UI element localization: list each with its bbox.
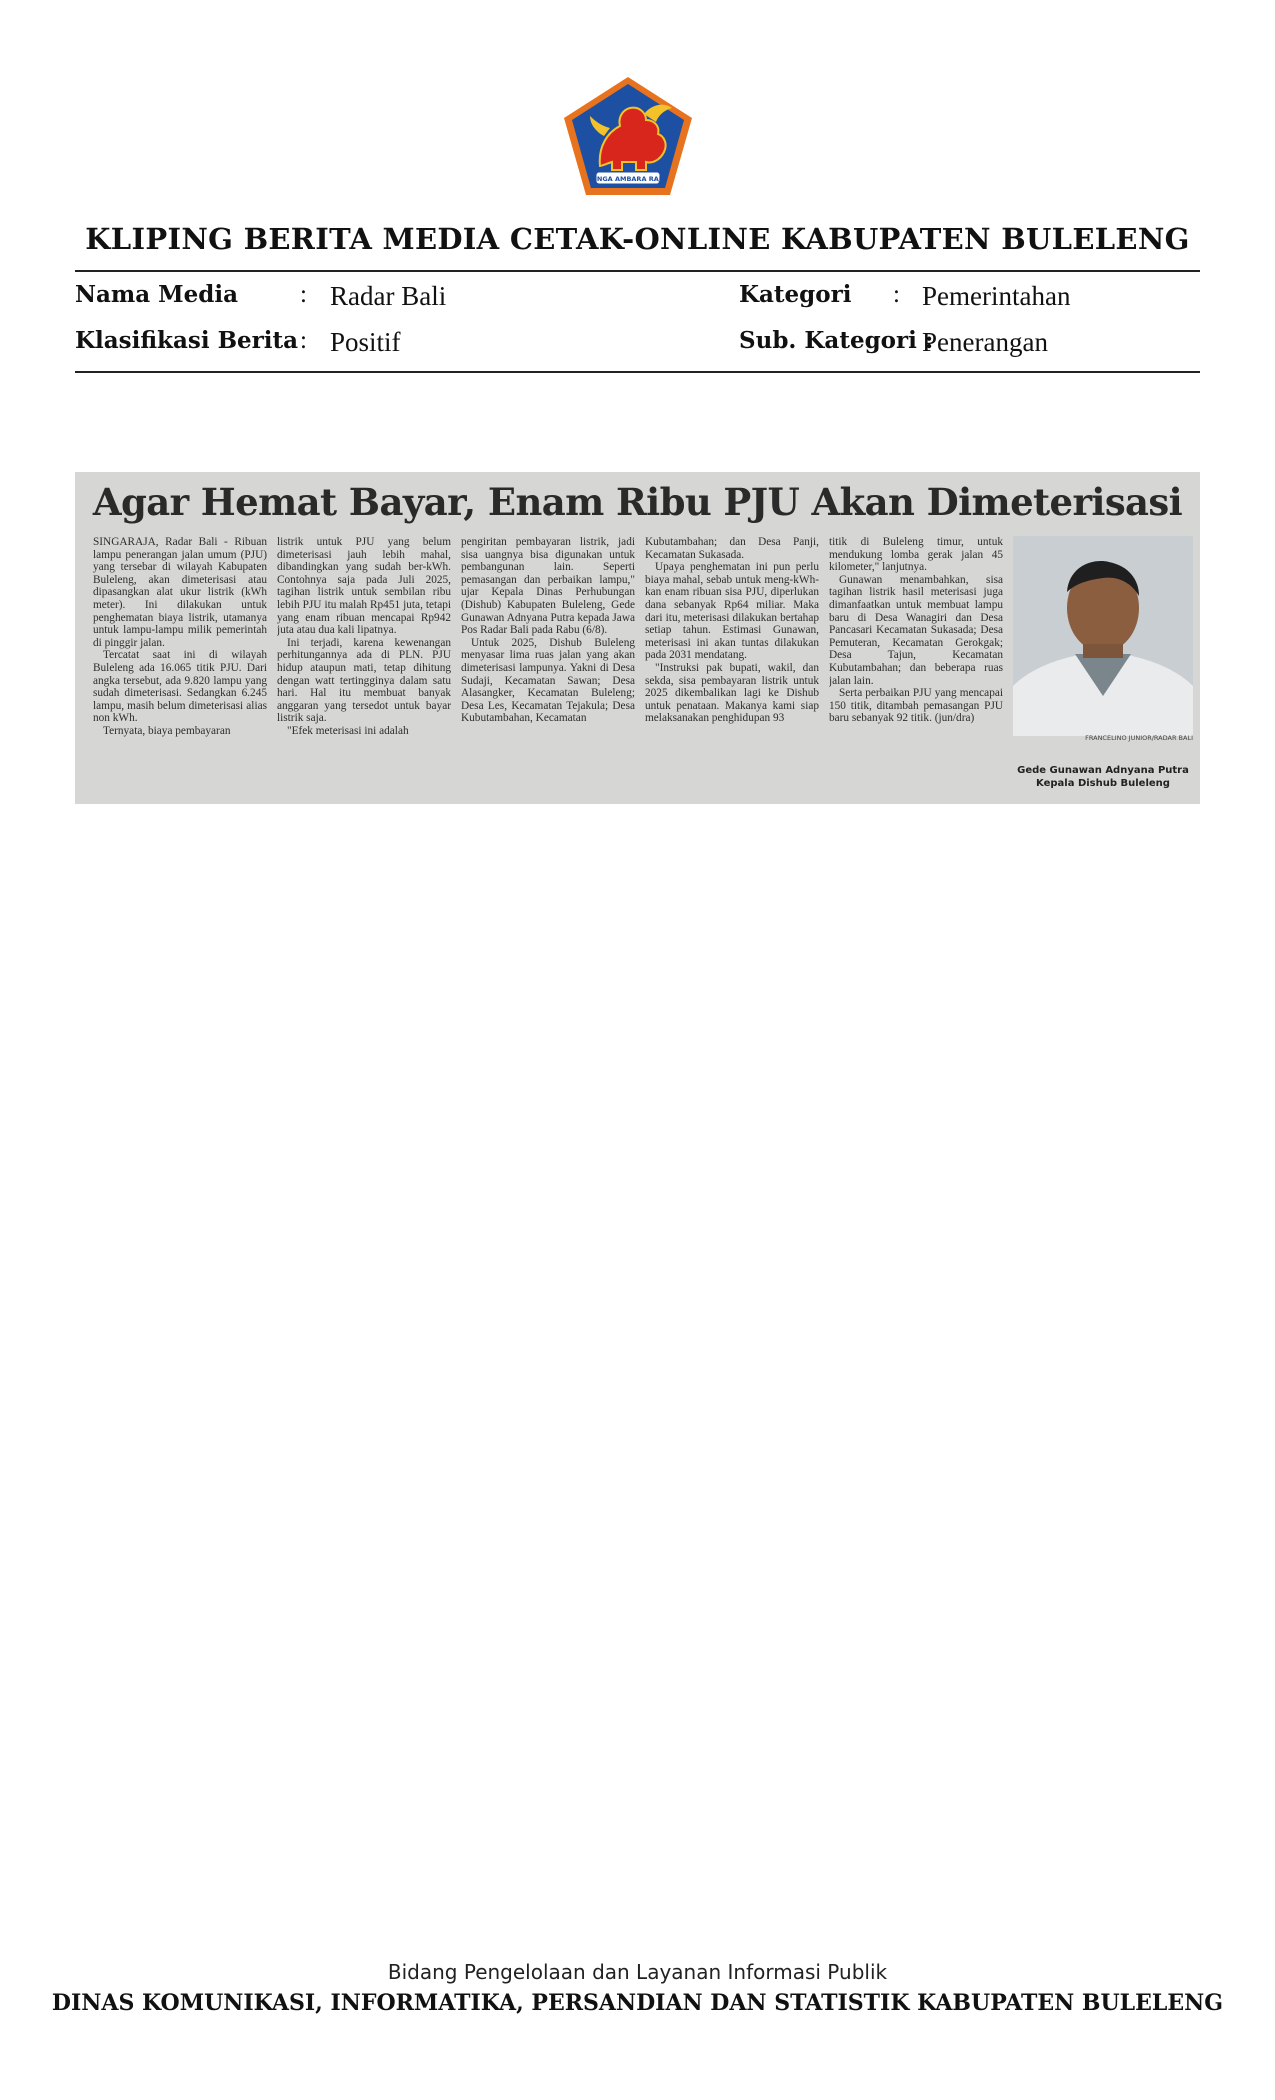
article-paragraph: Serta perbaikan PJU yang mencapai 150 titik, ditambah pemasangan PJU baru sebanyak 92 titik. (jun/dra) — [829, 687, 1003, 725]
klasifikasi-colon: : — [300, 327, 307, 354]
caption-title: Kepala Dishub Buleleng — [1036, 778, 1170, 789]
article-paragraph: listrik untuk PJU yang belum dimeterisasi jauh lebih mahal, dibandingkan yang sudah ber-kWh. Contohnya saja pada Juli 2025, tagihan listrik untuk sembilan ribu lebih PJU itu malah Rp451 juta, tetapi yang enam ribuan mencapai Rp942 juta atau dua kali lipatnya. — [277, 536, 451, 637]
kategori-label: Kategori — [739, 281, 852, 308]
sub-kategori-value: Penerangan — [922, 327, 1048, 357]
article-paragraph: Kubutambahan; dan Desa Panji, Kecamatan Sukasada. — [645, 536, 819, 561]
article-paragraph: Tercatat saat ini di wilayah Buleleng ada 16.065 titik PJU. Dari angka tersebut, ada 9.820 lampu yang sudah dimeterisasi. Sedangkan 6.245 lampu, masih belum dimeterisasi alias non kWh. — [93, 649, 267, 725]
caption-name: Gede Gunawan Adnyana Putra — [1017, 765, 1189, 776]
article-paragraph: Ini terjadi, karena kewenangan perhitungannya ada di PLN. PJU hidup ataupun mati, tetap dihitung dengan watt tertingginya dalam satu hari. Hal itu membuat banyak anggaran yang tersedot untuk bayar listrik saja. — [277, 636, 451, 725]
article-column-2 — [277, 536, 451, 798]
logo-motto: SINGA AMBARA RAJA — [589, 175, 667, 183]
nama-media-colon: : — [300, 281, 307, 308]
logo-emblem-icon — [560, 74, 696, 198]
footer-division: Bidang Pengelolaan dan Layanan Informasi Publik — [387, 1960, 888, 1984]
official-portrait-photo — [1013, 536, 1193, 736]
page-title: KLIPING BERITA MEDIA CETAK-ONLINE KABUPATEN BULELENG — [85, 222, 1190, 256]
photo-credit: FRANCELINO JUNIOR/RADAR BALI — [1085, 734, 1193, 742]
kategori-colon: : — [893, 281, 900, 308]
top-rule — [75, 270, 1200, 272]
footer-agency: DINAS KOMUNIKASI, INFORMATIKA, PERSANDIAN DAN STATISTIK KABUPATEN BULELENG — [51, 1990, 1224, 2016]
article-column-3 — [461, 536, 635, 798]
nama-media-label: Nama Media — [75, 281, 238, 308]
photo-caption — [1013, 764, 1193, 790]
klasifikasi-value: Positif — [330, 327, 401, 357]
article-headline: Agar Hemat Bayar, Enam Ribu PJU Akan Dimeterisasi — [92, 480, 1183, 524]
article-column-4 — [645, 536, 819, 798]
kategori-value: Pemerintahan — [922, 281, 1071, 311]
article-paragraph: "Efek meterisasi ini adalah — [287, 724, 409, 737]
article-paragraph: SINGARAJA, Radar Bali - Ribuan lampu penerangan jalan umum (PJU) yang tersebar di wilayah Kabupaten Buleleng, akan dimeterisasi atau dipasangkan alat ukur listrik (kWh meter). Ini dilakukan untuk penghematan biaya listrik, utamanya untuk lampu-lampu milik pemerintah di pinggir jalan. — [93, 536, 267, 649]
article-column-5 — [829, 536, 1003, 798]
article-paragraph: Gunawan menambahkan, sisa tagihan listrik hasil meterisasi juga dimanfaatkan untuk membuat lampu baru di Desa Wanagiri dan Desa Pancasari Kecamatan Sukasada; Desa Pemuteran, Kecamatan Gerokgak; Desa Tajun, Kecamatan Kubutambahan; dan beberapa ruas jalan lain. — [829, 573, 1003, 687]
article-column-1 — [93, 536, 267, 798]
article-paragraph: pengiritan pembayaran listrik, jadi sisa uangnya bisa digunakan untuk pembangunan lain. Seperti pemasangan dan perbaikan lampu," ujar Kepala Dinas Perhubungan (Dishub) Kabupaten Buleleng, Gede Gunawan Adnyana Putra kepada Jawa Pos Radar Bali pada Rabu (6/8). — [461, 536, 635, 637]
klasifikasi-label: Klasifikasi Berita — [75, 327, 299, 354]
portrait-person-icon — [1013, 536, 1193, 736]
sub-kategori-label: Sub. Kategori : — [739, 327, 934, 354]
nama-media-value: Radar Bali — [330, 281, 447, 311]
article-paragraph: "Instruksi pak bupati, wakil, dan sekda, sisa pembayaran listrik untuk 2025 dikembalikan lagi ke Dishub untuk penataan. Makanya kami siap melaksanakan penghidupan 93 — [645, 661, 819, 725]
article-paragraph: Upaya penghematan ini pun perlu biaya mahal, sebab untuk meng-kWh-kan enam ribuan sisa PJU, diperlukan dana sebanyak Rp64 miliar. Maka dari itu, meterisasi dilakukan bertahap setiap tahun. Estimasi Gunawan, meterisasi ini akan tuntas dilakukan pada 2031 mendatang. — [645, 561, 819, 662]
article-paragraph: Untuk 2025, Dishub Buleleng menyasar lima ruas jalan yang akan dimeterisasi lampunya. Yakni di Desa Sudaji, Kecamatan Sawan; Desa Alasangker, Kecamatan Buleleng; Desa Les, Kecamatan Tejakula; Desa Kubutambahan, Kecamatan — [461, 636, 635, 725]
buleleng-logo — [560, 74, 696, 198]
article-paragraph: titik di Buleleng timur, untuk mendukung lomba gerak jalan 45 kilometer," lanjutnya. — [829, 536, 1003, 574]
news-clipping — [75, 472, 1200, 804]
article-paragraph: Ternyata, biaya pembayaran — [103, 724, 231, 737]
bottom-rule — [75, 371, 1200, 373]
meta-row-2 — [75, 327, 1200, 361]
meta-row-1 — [75, 281, 1200, 315]
